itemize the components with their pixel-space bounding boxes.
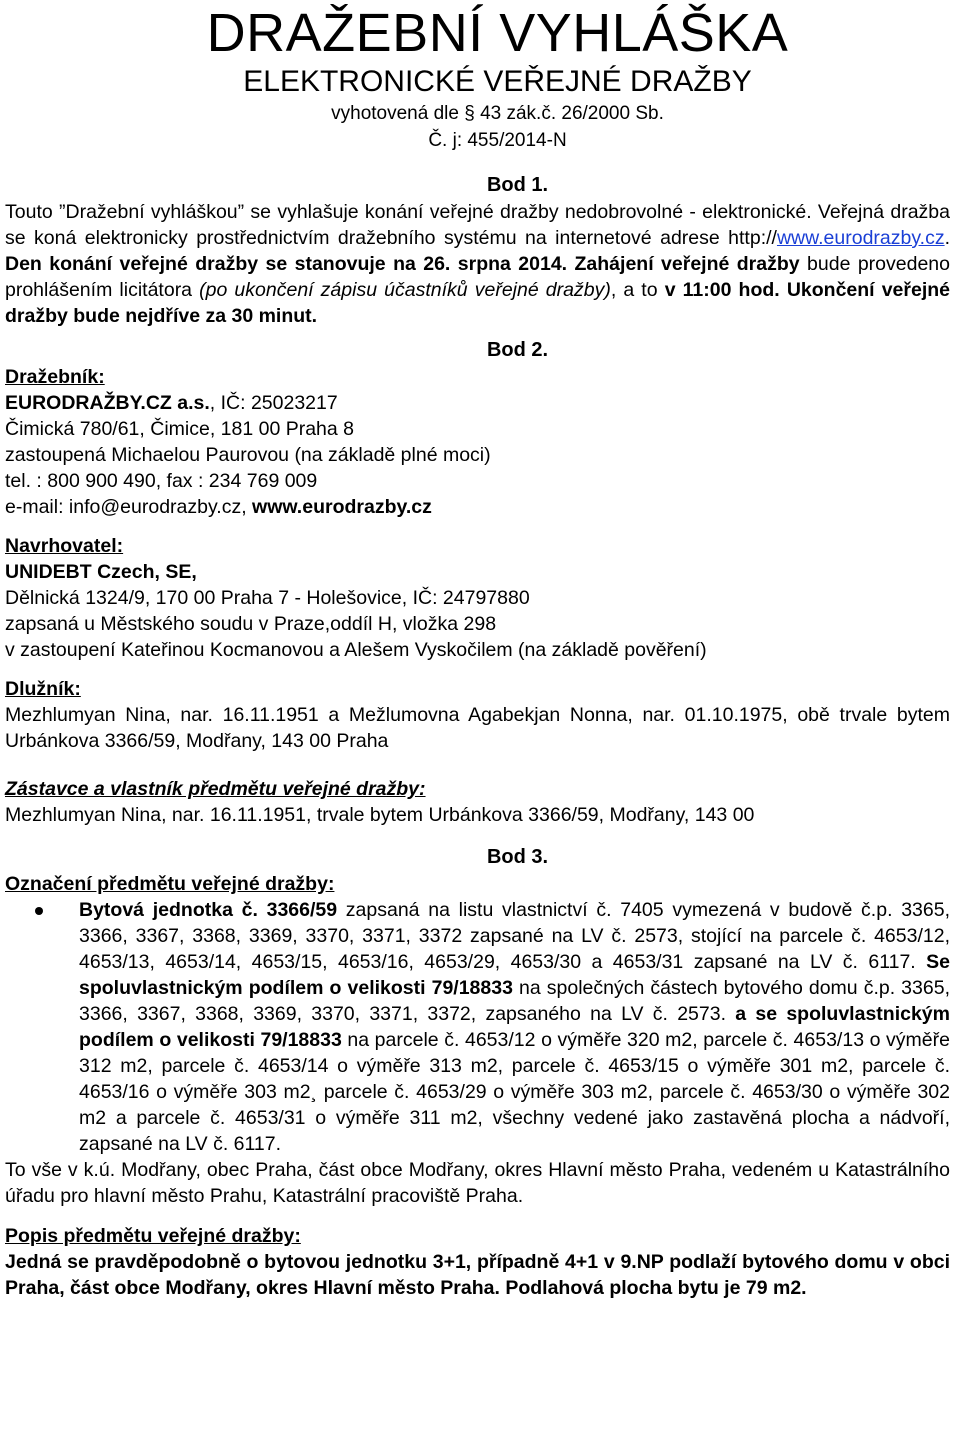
drazebnik-address: Čimická 780/61, Čimice, 181 00 Praha 8 [5,418,355,440]
popis-text: Jedná se pravděpodobně o bytovou jednotku 3+1, případně 4+1 v 9.NP podlaží bytového domu v obci Praha, část obce Modřany, okres Hlavní město Praha. Podlahová plocha bytu je 79 m2. [5,1251,950,1299]
drazebnik-email: e-mail: info@eurodrazby.cz, [5,496,253,518]
section-heading-bod2: Bod 2. [486,339,549,361]
drazebnik-block [5,364,950,520]
text-segment: (po ukončení zápisu účastníků veřejné dražby) [199,279,611,301]
text-segment: Se spoluvlastnickým podílem o velikosti 79/18833 [79,951,950,999]
text-segment: zapsaná na listu vlastnictví č. 7405 vymezená v budově č.p. 3365, 3366, 3367, 3368, 3369, 3370, 3371, 3372 zapsané na LV č. 2573, stojící na parcele č. 4653/12, 4653/13, 4653/14, 4653/15, 4653/16, 4653/29, 4653/30 a 4653/31 zapsané na LV č. 6117. [79,899,950,973]
legal-basis: vyhotovená dle § 43 zák.č. 26/2000 Sb. [331,103,664,124]
text-segment: Ukončení veřejné dražby bude nejdříve za 30 minut. [5,279,950,327]
text-segment: na společných částech bytového domu č.p. 3365, 3366, 3367, 3368, 3369, 3370, 3371, 3372, zapsaného na LV č. 2573. [79,977,950,1025]
navrhovatel-block [5,533,950,663]
document-title: DRAŽEBNÍ VYHLÁŠKA [206,3,789,63]
document-subtitle: ELEKTRONICKÉ VEŘEJNÉ DRAŽBY [243,65,752,98]
dluznik-text: Mezhlumyan Nina, nar. 16.11.1951 a Mežlumovna Agabekjan Nonna, nar. 01.10.1975, obě trvale bytem Urbánkova 3366/59, Modřany, 143 00 Praha [5,704,950,752]
document [5,3,950,1301]
property-list [5,897,950,1157]
zastavce-block [5,776,950,828]
text-segment: na parcele č. 4653/12 o výměře 320 m2, parcele č. 4653/13 o výměře 312 m2, parcele č. 4653/14 o výměře 313 m2, parcele č. 4653/15 o výměře 301 m2, parcele č. 4653/16 o výměře 303 m2¸ parcele č. 4653/29 o výměře 303 m2, parcele č. 4653/30 o výměře 302 m2 a parcele č. 4653/31 o výměře 311 m2, všechny vedené jako zastavěná plocha a nádvoří, zapsané na LV č. 6117. [79,1029,950,1155]
zastavce-text: Mezhlumyan Nina, nar. 16.11.1951, trvale bytem Urbánkova 3366/59, Modřany, 143 00 [5,804,755,826]
oznaceni-block [5,871,950,1209]
text-segment: , a to [610,279,665,301]
dluznik-label: Dlužník: [5,678,81,700]
text-segment: v 11:00 hod. [664,279,780,301]
property-description [79,897,950,1157]
drazebnik-web-link[interactable]: www.eurodrazby.cz [252,496,432,518]
text-segment: . [944,227,950,249]
navrhovatel-represented: v zastoupení Kateřinou Kocmanovou a Alešem Vyskočilem (na základě pověření) [5,639,707,661]
popis-label: Popis předmětu veřejné dražby: [5,1225,301,1247]
bod1-paragraph [5,199,950,329]
reference-number: Č. j: 455/2014-N [428,130,567,151]
navrhovatel-label: Navrhovatel: [5,535,124,557]
text-segment [780,279,787,301]
document-header [45,3,950,154]
popis-block [5,1223,950,1301]
drazebnik-represented: zastoupená Michaelou Paurovou (na základě plné moci) [5,444,491,466]
drazebnik-phone: tel. : 800 900 490, fax : 234 769 009 [5,470,318,492]
text-segment: Bytová jednotka č. 3366/59 [79,899,338,921]
text-segment: a se spoluvlastnickým podílem o velikosti 79/18833 [79,1003,950,1051]
text-segment: Touto ”Dražební vyhláškou” se vyhlašuje konání veřejné dražby nedobrovolné - elektronické. Veřejná dražba se koná elektronicky prostřednictvím dražebního systému na internetové adrese http:// [5,201,950,249]
navrhovatel-register: zapsaná u Městského soudu v Praze,oddíl H, vložka 298 [5,613,497,635]
navrhovatel-name: UNIDEBT Czech, SE, [5,561,197,583]
drazebnik-ico: , IČ: 25023217 [209,392,338,414]
oznaceni-label: Označení předmětu veřejné dražby: [5,873,335,895]
text-segment [567,253,574,275]
dluznik-block [5,676,950,754]
bullet-icon [35,907,43,915]
navrhovatel-address: Dělnická 1324/9, 170 00 Praha 7 - Holešovice, IČ: 24797880 [5,587,530,609]
section-heading-bod1: Bod 1. [486,174,549,196]
drazebnik-name: EURODRAŽBY.CZ a.s. [5,392,210,414]
text-segment: bude provedeno prohlášením licitátora [5,253,950,301]
text-segment: Zahájení veřejné dražby [574,253,800,275]
property-location: To vše v k.ú. Modřany, obec Praha, část obce Modřany, okres Hlavní město Praha, vedeném u Katastrálního úřadu pro hlavní město Prahu, Katastrální pracoviště Praha. [5,1159,950,1207]
text-segment[interactable]: www.eurodrazby.cz [776,227,945,249]
section-heading-bod3: Bod 3. [486,846,549,868]
list-item [5,897,950,1157]
zastavce-label: Zástavce a vlastník předmětu veřejné dražby: [5,778,426,800]
text-segment: Den konání veřejné dražby se stanovuje na 26. srpna 2014. [5,253,568,275]
drazebnik-label: Dražebník: [5,366,105,388]
